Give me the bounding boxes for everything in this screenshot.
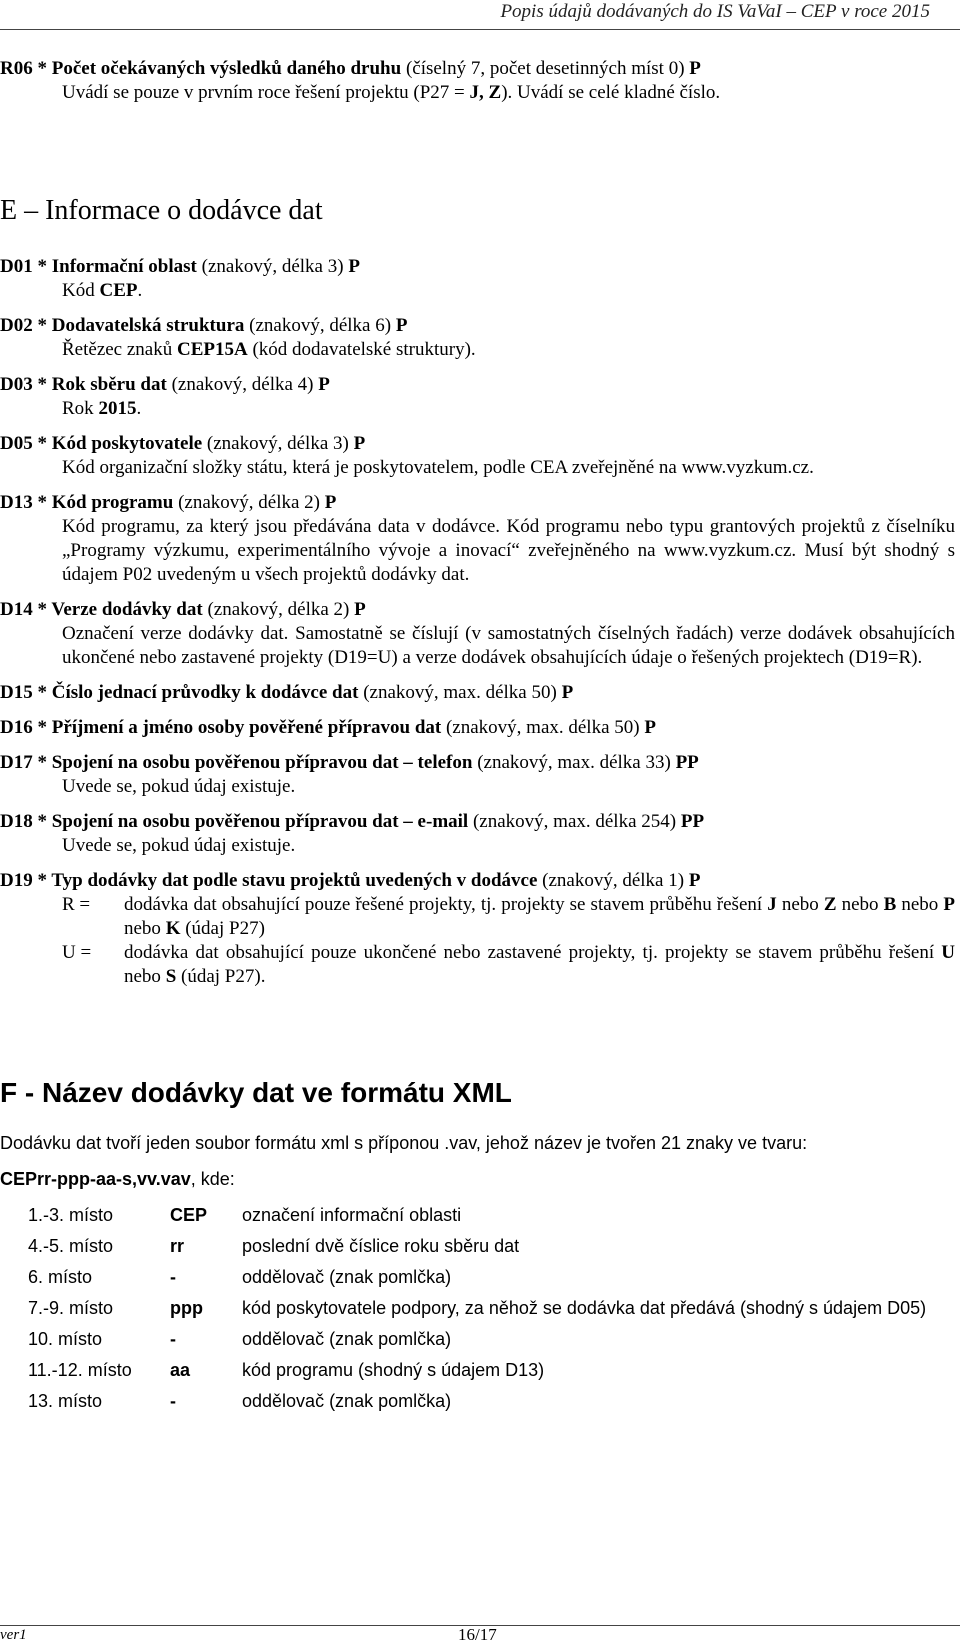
item-code: D05 *	[0, 433, 52, 454]
item-flag: P	[688, 870, 701, 891]
item-desc: Kód organizační složky státu, která je poskytovatelem, podle CEA zveřejněné na www.vyzkum.cz.	[62, 457, 814, 478]
table-cell-description: poslední dvě číslice roku sběru dat	[242, 1236, 520, 1256]
item-spec: (znakový, délka 3)	[202, 433, 354, 454]
item-name: Spojení na osobu pověřenou přípravou dat – e-mail	[51, 811, 469, 832]
item-code: D01 *	[0, 256, 52, 277]
file-pattern: CEPrr-ppp-aa-s,vv.vav, kde:	[0, 1169, 235, 1189]
item-spec: (znakový, max. délka 50)	[441, 717, 645, 738]
item-d02	[0, 314, 955, 362]
item-r06	[0, 57, 955, 105]
item-d03	[0, 373, 955, 421]
table-cell-description: oddělovač (znak pomlčka)	[242, 1391, 452, 1411]
item-code: D13 *	[0, 492, 52, 513]
table-cell-code: rr	[170, 1236, 185, 1256]
item-flag: P	[354, 599, 366, 620]
item-desc: Kód CEP.	[62, 280, 143, 301]
table-cell-description: oddělovač (znak pomlčka)	[242, 1329, 452, 1349]
section-f-title: F - Název dodávky dat ve formátu XML	[0, 1077, 512, 1108]
item-flag: P	[318, 374, 330, 395]
item-code: D19 *	[0, 870, 52, 891]
value-desc: dodávka dat obsahující pouze řešené projekty, tj. projekty se stavem průběhu řešení J nebo Z nebo B nebo P nebo K (údaj P27)	[124, 894, 955, 939]
page-number: 16/17	[458, 1625, 497, 1644]
item-flag: P	[348, 256, 360, 277]
item-code: D02 *	[0, 315, 52, 336]
item-d17	[0, 751, 955, 799]
item-name: Verze dodávky dat	[51, 599, 203, 620]
item-desc: Uvede se, pokud údaj existuje.	[62, 776, 296, 797]
item-desc: Kód programu, za který jsou předávána data v dodávce. Kód programu nebo typu grantových projektů z číselníku „Programy výzkumu, experimentálního vývoje a inovací“ zveřejněného na www.vyzkum.cz. Musí být shodný s údajem P02 uvedeným u všech projektů dodávky dat.	[62, 516, 955, 585]
table-cell-description: kód poskytovatele podpory, za něhož se dodávka dat předává (shodný s údajem D05)	[242, 1298, 927, 1318]
value-key: U =	[62, 942, 92, 963]
footer-version: ver1	[0, 1627, 27, 1643]
value-desc: dodávka dat obsahující pouze ukončené nebo zastavené projekty, tj. projekty se stavem průběhu řešení U nebo S (údaj P27).	[124, 942, 955, 987]
item-spec: (znakový, max. délka 50)	[358, 682, 562, 703]
item-d16	[0, 716, 955, 740]
item-d14	[0, 598, 955, 670]
item-spec: (znakový, délka 1)	[537, 870, 689, 891]
item-flag: P	[644, 717, 656, 738]
item-d01	[0, 255, 955, 303]
item-name: Příjmení a jméno osoby pověřené přípravou dat	[51, 717, 442, 738]
item-flag: PP	[680, 811, 705, 832]
table-cell-code: aa	[170, 1360, 191, 1380]
table-cell-code: ppp	[170, 1298, 203, 1318]
value-key: R =	[62, 894, 91, 915]
item-flag: P	[395, 315, 408, 336]
item-spec: (znakový, max. délka 33)	[472, 752, 676, 773]
item-spec: (znakový, délka 6)	[244, 315, 396, 336]
table-cell-position: 4.-5. místo	[28, 1236, 114, 1256]
item-code: R06 *	[0, 58, 52, 79]
item-name: Informační oblast	[51, 256, 197, 277]
section-e-title: E – Informace o dodávce dat	[0, 195, 323, 226]
item-name: Rok sběru dat	[51, 374, 167, 395]
item-d18	[0, 810, 955, 858]
filename-parts-table	[0, 1203, 955, 1413]
item-name: Dodavatelská struktura	[51, 315, 245, 336]
item-code: D15 *	[0, 682, 52, 703]
item-flag: PP	[675, 752, 699, 773]
item-code: D16 *	[0, 717, 52, 738]
item-code: D18 *	[0, 811, 52, 832]
table-cell-code: -	[170, 1267, 176, 1287]
item-desc: Uvede se, pokud údaj existuje.	[62, 835, 296, 856]
running-header: Popis údajů dodávaných do IS VaVaI – CEP v roce 2015	[500, 1, 930, 22]
table-cell-position: 10. místo	[28, 1329, 103, 1349]
item-spec: (znakový, max. délka 254)	[468, 811, 681, 832]
file-pattern-code: CEPrr-ppp-aa-s,vv.vav	[0, 1169, 191, 1189]
table-cell-code: CEP	[170, 1205, 208, 1225]
table-cell-description: kód programu (shodný s údajem D13)	[242, 1360, 545, 1380]
item-desc: Uvádí se pouze v prvním roce řešení projektu (P27 = J, Z). Uvádí se celé kladné číslo.	[62, 82, 721, 103]
item-code: D14 *	[0, 599, 52, 620]
item-d13	[0, 491, 955, 587]
item-name: Kód programu	[51, 492, 174, 513]
table-cell-code: -	[170, 1329, 176, 1349]
item-spec: (znakový, délka 4)	[166, 374, 319, 395]
item-desc: Označení verze dodávky dat. Samostatně se číslují (v samostatných číselných řadách) verze dodávek obsahujících ukončené nebo zastavené projekty (D19=U) a verze dodávek obsahujících údaje o řešených projektech (D19=R).	[62, 623, 955, 668]
table-cell-position: 1.-3. místo	[28, 1205, 114, 1225]
item-spec: (znakový, délka 2)	[173, 492, 325, 513]
item-spec: (číselný 7, počet desetinných míst 0)	[401, 58, 690, 79]
table-cell-position: 7.-9. místo	[28, 1298, 114, 1318]
table-cell-position: 13. místo	[28, 1391, 103, 1411]
header-rule	[0, 29, 960, 30]
item-flag: P	[689, 58, 701, 79]
item-spec: (znakový, délka 2)	[202, 599, 355, 620]
item-flag: P	[353, 433, 366, 454]
item-name: Spojení na osobu pověřenou přípravou dat – telefon	[51, 752, 473, 773]
d19-value-u	[0, 941, 955, 989]
item-name: Číslo jednací průvodky k dodávce dat	[51, 682, 359, 703]
item-flag: P	[324, 492, 337, 513]
document-body	[0, 57, 955, 1413]
table-cell-description: označení informační oblasti	[242, 1205, 462, 1225]
d19-value-r	[0, 893, 955, 941]
table-cell-code: -	[170, 1391, 176, 1411]
table-cell-description: oddělovač (znak pomlčka)	[242, 1267, 452, 1287]
table-cell-position: 6. místo	[28, 1267, 93, 1287]
item-flag: P	[561, 682, 574, 703]
item-d19	[0, 869, 955, 989]
table-cell-position: 11.-12. místo	[28, 1360, 132, 1380]
item-spec: (znakový, délka 3)	[196, 256, 349, 277]
item-d05	[0, 432, 955, 480]
item-desc: Řetězec znaků CEP15A (kód dodavatelské struktury).	[62, 339, 476, 360]
item-name: Typ dodávky dat podle stavu projektů uvedených v dodávce	[51, 870, 538, 891]
section-f-intro: Dodávku dat tvoří jeden soubor formátu xml s příponou .vav, jehož název je tvořen 21 znaky ve tvaru:	[0, 1133, 808, 1153]
item-d15	[0, 681, 955, 705]
item-code: D03 *	[0, 374, 52, 395]
item-name: Kód poskytovatele	[51, 433, 203, 454]
item-desc: Rok 2015.	[62, 398, 142, 419]
item-name: Počet očekávaných výsledků daného druhu	[51, 58, 402, 79]
item-code: D17 *	[0, 752, 52, 773]
